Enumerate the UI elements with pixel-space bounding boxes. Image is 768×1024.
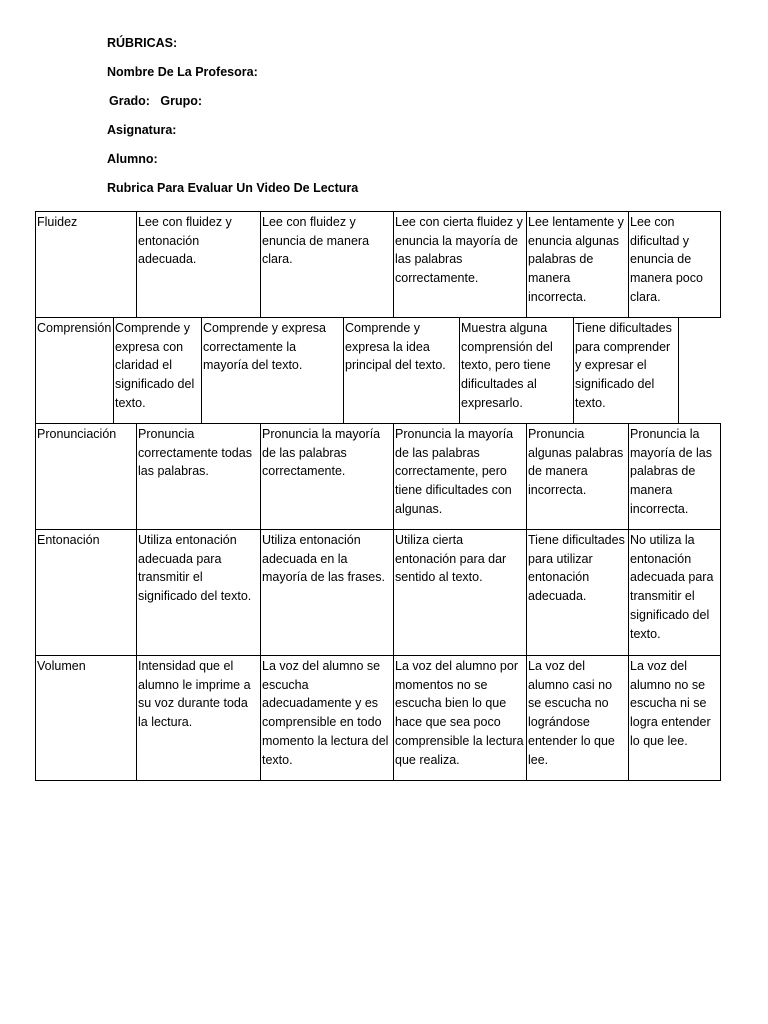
criterion-cell: Volumen [35, 655, 137, 781]
rubric-title: Rubrica Para Evaluar Un Video De Lectura [107, 181, 359, 195]
level-cell: Utiliza cierta entonación para dar sentido al texto. [393, 529, 527, 656]
profesora-label: Nombre De La Profesora: [107, 65, 258, 79]
level-cell: Pronuncia la mayoría de las palabras correctamente. [260, 423, 394, 530]
level-cell: Pronuncia la mayoría de las palabras correctamente, pero tiene dificultades con algunas. [393, 423, 527, 530]
level-cell: La voz del alumno casi no se escucha no lográndose entender lo que lee. [526, 655, 629, 781]
level-cell: Tiene dificultades para comprender y expresar el significado del texto. [573, 317, 679, 424]
criterion-cell: Entonación [35, 529, 137, 656]
criterion-cell: Pronunciación [35, 423, 137, 530]
level-cell: Lee lentamente y enuncia algunas palabras de manera incorrecta. [526, 211, 629, 318]
level-cell: La voz del alumno no se escucha ni se logra entender lo que lee. [628, 655, 721, 781]
level-cell: Lee con fluidez y enuncia de manera clara. [260, 211, 394, 318]
level-cell: Muestra alguna comprensión del texto, pero tiene dificultades al expresarlo. [459, 317, 574, 424]
level-cell: La voz del alumno por momentos no se escucha bien lo que hace que sea poco comprensible la lectura que realiza. [393, 655, 527, 781]
level-cell: Comprende y expresa correctamente la mayoría del texto. [201, 317, 344, 424]
level-cell: La voz del alumno se escucha adecuadamente y es comprensible en todo momento la lectura del texto. [260, 655, 394, 781]
level-cell: Utiliza entonación adecuada para transmitir el significado del texto. [136, 529, 261, 656]
level-cell: Pronuncia correctamente todas las palabras. [136, 423, 261, 530]
rubric-table [35, 211, 721, 781]
level-cell: Pronuncia la mayoría de las palabras de manera incorrecta. [628, 423, 721, 530]
asignatura-label: Asignatura: [107, 123, 177, 137]
criterion-cell: Fluidez [35, 211, 137, 318]
level-cell: Tiene dificultades para utilizar entonación adecuada. [526, 529, 629, 656]
level-cell: Comprende y expresa con claridad el significado del texto. [113, 317, 202, 424]
level-cell: Lee con dificultad y enuncia de manera poco clara. [628, 211, 721, 318]
level-cell: Pronuncia algunas palabras de manera incorrecta. [526, 423, 629, 530]
level-cell: No utiliza la entonación adecuada para transmitir el significado del texto. [628, 529, 721, 656]
level-cell: Intensidad que el alumno le imprime a su voz durante toda la lectura. [136, 655, 261, 781]
level-cell: Comprende y expresa la idea principal del texto. [343, 317, 460, 424]
alumno-label: Alumno: [107, 152, 158, 166]
level-cell: Utiliza entonación adecuada en la mayoría de las frases. [260, 529, 394, 656]
level-cell: Lee con cierta fluidez y enuncia la mayoría de las palabras correctamente. [393, 211, 527, 318]
grado-grupo-label: Grado: Grupo: [109, 94, 203, 108]
criterion-cell: Comprensión [35, 317, 114, 424]
rubricas-heading: RÚBRICAS: [107, 36, 178, 50]
level-cell: Lee con fluidez y entonación adecuada. [136, 211, 261, 318]
document-header [107, 36, 358, 210]
